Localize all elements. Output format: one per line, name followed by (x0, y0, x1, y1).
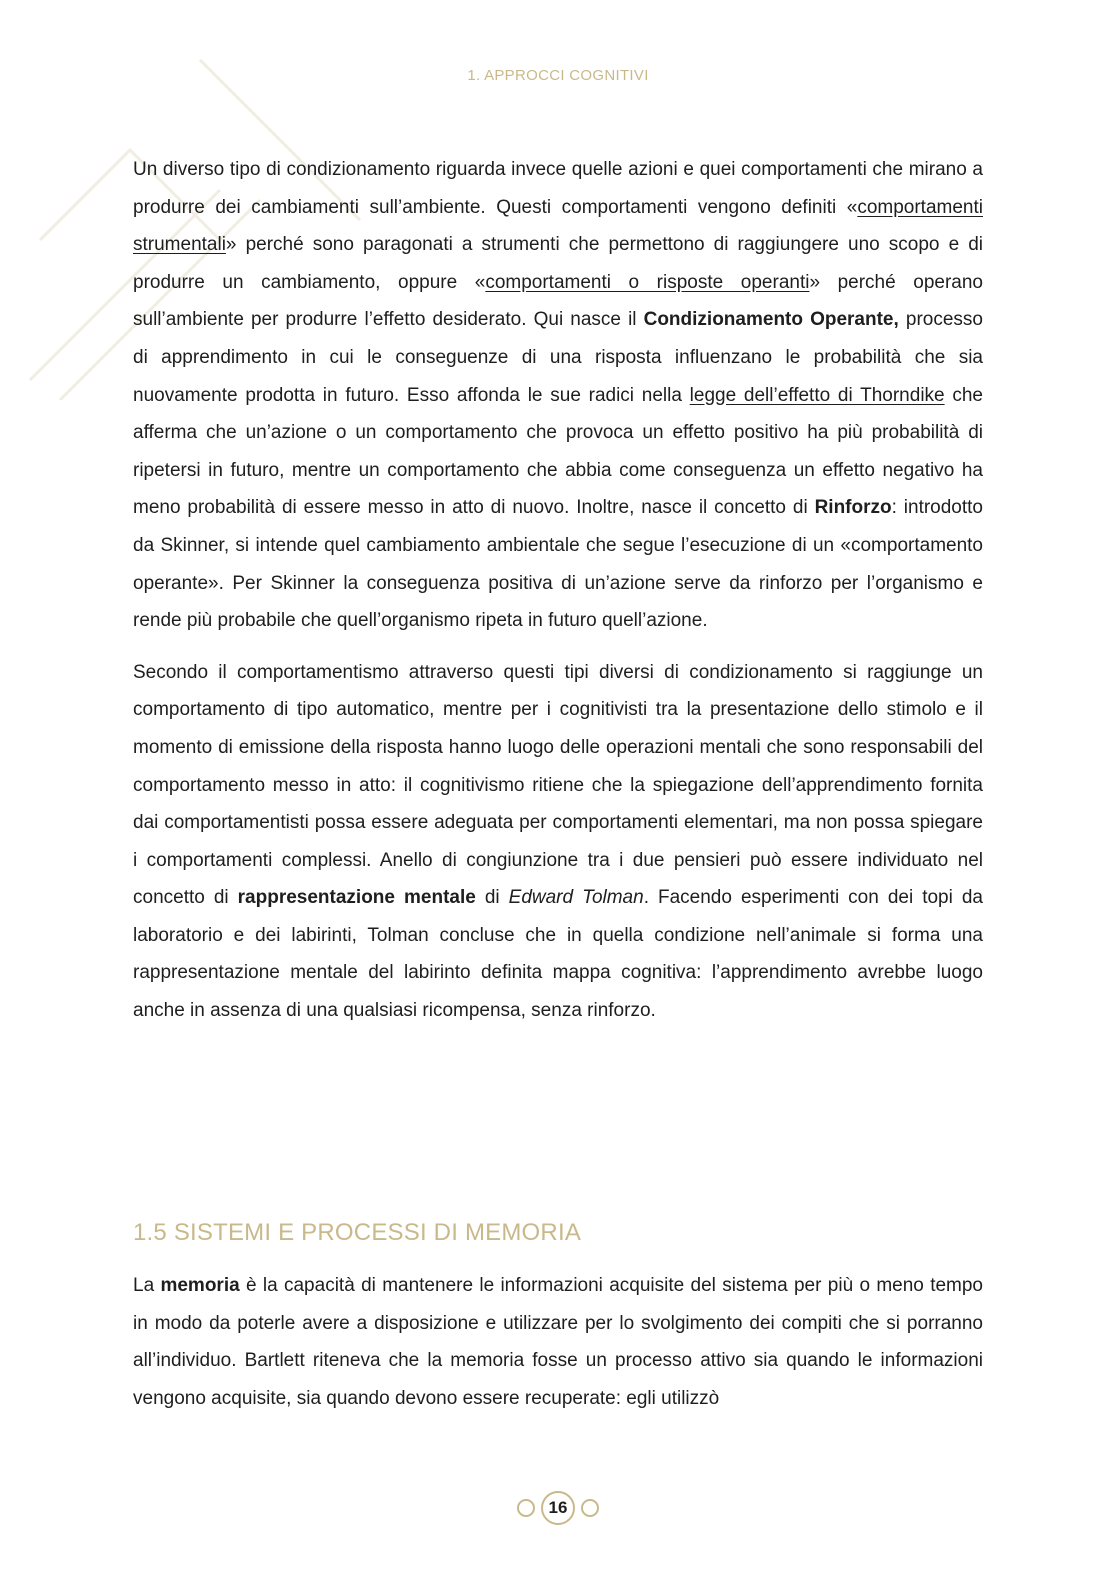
paragraph-memoria: La memoria è la capacità di mantenere le informazioni acquisite del sistema per più o meno tempo in modo da poterle avere a disposizione e utilizzare per lo svolgimento dei compiti che si porranno all’individuo. Bartlett riteneva che la memoria fosse un processo attivo sia quando le informazioni vengono acquisite, sia quando devono essere recuperate: egli utilizzò (133, 1275, 983, 1409)
term-memoria: memoria (160, 1275, 240, 1296)
paragraph-cognitivism: Secondo il comportamentismo attraverso questi tipi diversi di condizionamento si raggiunge un comportamento di tipo automatico, mentre per i cognitivisti tra la presentazione dello stimolo e il momento di emissione della risposta hanno luogo delle operazioni mentali che sono responsabili del comportamento messo in atto: il cognitivismo ritiene che la spiegazione dell’apprendimento fornita dai comportamentisti possa essere adeguata per comportamenti elementari, ma non possa spiegare i comportamenti complessi. Anello di congiunzione tra i due pensieri può essere individuato nel concetto di rappresentazione mentale di Edward Tolman. Facendo esperimenti con dei topi da laboratorio e dei labirinti, Tolman concluse che in quella condizione nell’animale si forma una rappresentazione mentale del labirinto definita mappa cognitiva: l’apprendimento avrebbe luogo anche in assenza di una qualsiasi ricompensa, senza rinforzo. (133, 661, 983, 1022)
section-text (133, 1267, 983, 1417)
decorative-circle-left (517, 1499, 535, 1517)
term-comportamenti-operanti: comportamenti o risposte operanti (485, 271, 810, 293)
term-legge-effetto: legge dell’effetto di Thorndike (689, 384, 945, 406)
name-edward-tolman: Edward Tolman (508, 887, 644, 909)
section-title: 1.5 SISTEMI E PROCESSI DI MEMORIA (133, 1219, 582, 1246)
term-rappresentazione-mentale: rappresentazione mentale (237, 887, 476, 909)
page-number-footer (0, 1491, 1116, 1525)
main-text (133, 151, 983, 1044)
paragraph-operant-conditioning: Un diverso tipo di condizionamento riguarda invece quelle azioni e quei comportamenti che mirano a produrre dei cambiamenti sull’ambiente. Questi comportamenti vengono definiti «comportamenti strumentali» perché sono paragonati a strumenti che permettono di raggiungere uno scopo e di produrre un cambiamento, oppure «comportamenti o risposte operanti» perché operano sull’ambiente per produrre l’effetto desiderato. Qui nasce il Condizionamento Operante, processo di apprendimento in cui le conseguenze di una risposta influenzano le probabilità che sia nuovamente prodotta in futuro. Esso affonda le sue radici nella legge dell’effetto di Thorndike che afferma che un’azione o un comportamento che provoca un effetto positivo ha più probabilità di ripetersi in futuro, mentre un comportamento che abbia come conseguenza un effetto negativo ha meno probabilità di essere messo in atto di nuovo. Inoltre, nasce il concetto di Rinforzo: introdotto da Skinner, si intende quel cambiamento ambientale che segue l’esecuzione di un «comportamento operante». Per Skinner la conseguenza positiva di un’azione serve da rinforzo per l’organismo e rende più probabile che quell’organismo ripeta in futuro quell’azione. (133, 159, 983, 632)
page-number: 16 (541, 1491, 575, 1525)
term-comportamenti-strumentali: comportamenti strumentali (133, 196, 983, 256)
term-condizionamento-operante: Condizionamento Operante, (643, 309, 899, 331)
term-rinforzo: Rinforzo (814, 497, 892, 519)
decorative-circle-right (581, 1499, 599, 1517)
running-header: 1. APPROCCI COGNITIVI (467, 67, 649, 84)
